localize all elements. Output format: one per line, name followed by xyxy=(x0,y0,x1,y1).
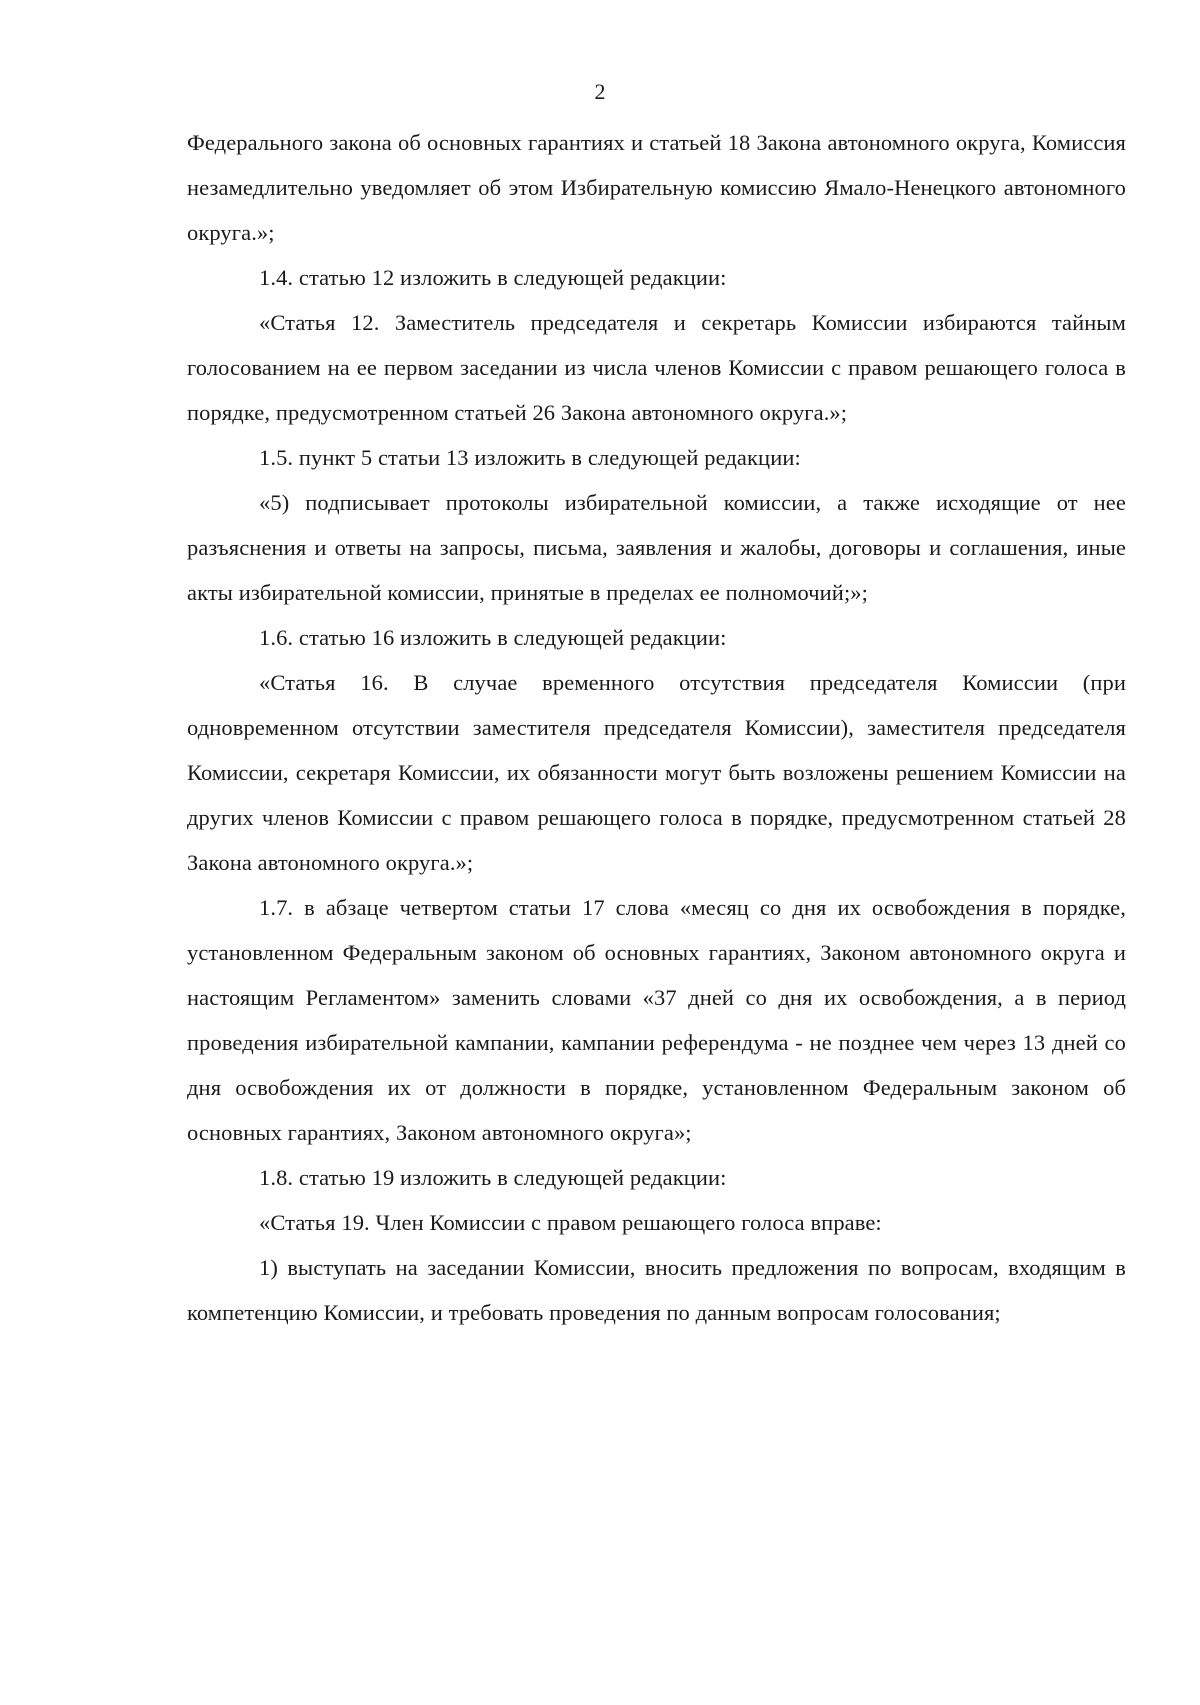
paragraph-article-16: «Статья 16. В случае временного отсутствия председателя Комиссии (при одновременном отсутствии заместителя председателя Комиссии), заместителя председателя Комиссии, секретаря Комиссии, их обязанности могут быть возложены решением Комиссии на других членов Комиссии с правом решающего голоса в порядке, предусмотренном статьей 28 Закона автономного округа.»; xyxy=(187,670,1126,875)
paragraph-item-1-7: 1.7. в абзаце четвертом статьи 17 слова «месяц со дня их освобождения в порядке, установленном Федеральным законом об основных гарантиях, Законом автономного округа и настоящим Регламентом» заменить словами «37 дней со дня их освобождения, а в период проведения избирательной кампании, кампании референдума - не позднее чем через 13 дней со дня освобождения их от должности в порядке, установленном Федеральным законом об основных гарантиях, Законом автономного округа»; xyxy=(187,895,1126,1145)
paragraph-continuation: Федерального закона об основных гарантиях и статьей 18 Закона автономного округа, Комиссия незамедлительно уведомляет об этом Избирательную комиссию Ямало-Ненецкого автономного округа.»; xyxy=(187,130,1126,245)
paragraph-point-5: «5) подписывает протоколы избирательной комиссии, а также исходящие от нее разъяснения и ответы на запросы, письма, заявления и жалобы, договоры и соглашения, иные акты избирательной комиссии, принятые в пределах ее полномочий;»; xyxy=(187,490,1126,605)
page-number: 2 xyxy=(594,79,606,104)
paragraph-item-1-5: 1.5. пункт 5 статьи 13 изложить в следующей редакции: xyxy=(259,445,801,470)
paragraph-item-1-8: 1.8. статью 19 изложить в следующей редакции: xyxy=(259,1165,727,1190)
paragraph-article-19-point-1: 1) выступать на заседании Комиссии, вносить предложения по вопросам, входящим в компетенцию Комиссии, и требовать проведения по данным вопросам голосования; xyxy=(187,1255,1126,1325)
paragraph-item-1-6: 1.6. статью 16 изложить в следующей редакции: xyxy=(259,625,727,650)
paragraph-article-19-heading: «Статья 19. Член Комиссии с правом решающего голоса вправе: xyxy=(259,1210,882,1235)
paragraph-article-12: «Статья 12. Заместитель председателя и секретарь Комиссии избираются тайным голосованием на ее первом заседании из числа членов Комиссии с правом решающего голоса в порядке, предусмотренном статьей 26 Закона автономного округа.»; xyxy=(187,310,1126,425)
paragraph-item-1-4: 1.4. статью 12 изложить в следующей редакции: xyxy=(259,265,727,290)
document-body xyxy=(187,120,1126,1335)
